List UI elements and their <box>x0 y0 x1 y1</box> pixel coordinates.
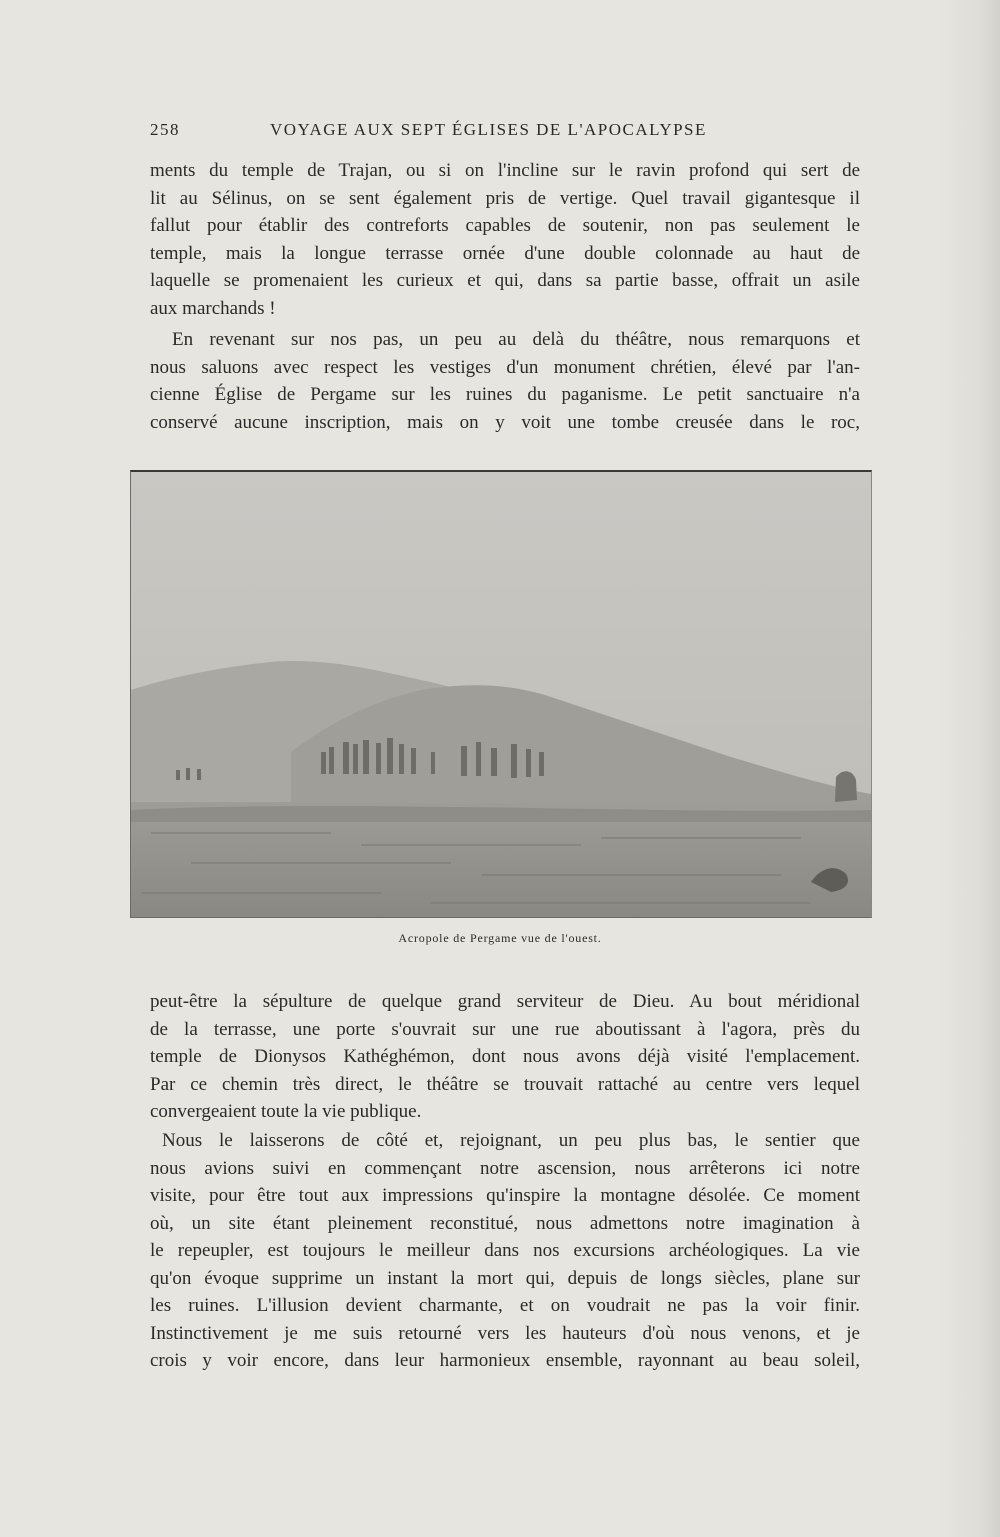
text-line: peut-être la sépulture de quelque grand serviteur de Dieu. Au bout méridional <box>150 991 860 1012</box>
text-line: Par ce chemin très direct, le théâtre se trouvait rattaché au centre vers lequel <box>150 1073 860 1095</box>
text-line: fallut pour établir des contreforts capables de soutenir, non pas seulement le <box>150 215 860 236</box>
page-number: 258 <box>150 120 180 139</box>
paragraph-2 <box>150 326 860 436</box>
text-line: temple, mais la longue terrasse ornée d'une double colonnade au haut de <box>150 242 860 264</box>
text-line: nous saluons avec respect les vestiges d'un monument chrétien, élevé par l'an- <box>150 356 860 378</box>
text-line: nous avions suivi en commençant notre ascension, nous arrêterons ici notre <box>150 1157 860 1179</box>
text-line: lit au Sélinus, on se sent également pris de vertige. Quel travail gigantesque il <box>150 187 860 209</box>
text-line: conservé aucune inscription, mais on y voit une tombe creusée dans le roc, <box>150 411 860 433</box>
text-line: crois y voir encore, dans leur harmonieux ensemble, rayonnant au beau soleil, <box>150 1350 860 1371</box>
text-line: convergeaient toute la vie publique. <box>150 1101 422 1122</box>
text-line: visite, pour être tout aux impressions qu'inspire la montagne désolée. Ce moment <box>150 1185 860 1206</box>
text-line: les ruines. L'illusion devient charmante, et on voudrait ne pas la voir finir. <box>150 1295 860 1316</box>
running-title: VOYAGE AUX SEPT ÉGLISES DE L'APOCALYPSE <box>270 120 707 139</box>
text-line: laquelle se promenaient les curieux et qui, dans sa partie basse, offrait un asile <box>150 270 860 291</box>
text-line: le repeupler, est toujours le meilleur dans nos excursions archéologiques. La vie <box>150 1240 860 1261</box>
text-line: Instinctivement je me suis retourné vers les hauteurs d'où nous venons, et je <box>150 1322 860 1344</box>
paragraph-4 <box>150 1127 860 1375</box>
figure-caption: Acropole de Pergame vue de l'ouest. <box>398 931 602 945</box>
text-line: qu'on évoque supprime un instant la mort qui, depuis de longs siècles, plane sur <box>150 1267 860 1289</box>
text-line: Nous le laisserons de côté et, rejoignant, un peu plus bas, le sentier que <box>162 1130 860 1151</box>
acropolis-photograph <box>130 470 872 918</box>
text-line: aux marchands ! <box>150 297 276 319</box>
text-line: En revenant sur nos pas, un peu au delà du théâtre, nous remarquons et <box>172 329 860 350</box>
paragraph-1 <box>150 157 860 322</box>
text-line: temple de Dionysos Kathéghémon, dont nous avons déjà visité l'emplacement. <box>150 1046 860 1067</box>
text-line: cienne Église de Pergame sur les ruines du paganisme. Le petit sanctuaire n'a <box>150 384 860 405</box>
text-line: où, un site étant pleinement reconstitué, nous admettons notre imagination à <box>150 1212 860 1234</box>
page-edge-shadow <box>940 0 1000 1537</box>
text-line: de la terrasse, une porte s'ouvrait sur une rue aboutissant à l'agora, près du <box>150 1018 860 1040</box>
paragraph-3 <box>150 988 860 1126</box>
right-trees <box>835 771 857 802</box>
landscape-photo <box>131 472 871 917</box>
text-line: ments du temple de Trajan, ou si on l'incline sur le ravin profond qui sert de <box>150 160 860 181</box>
